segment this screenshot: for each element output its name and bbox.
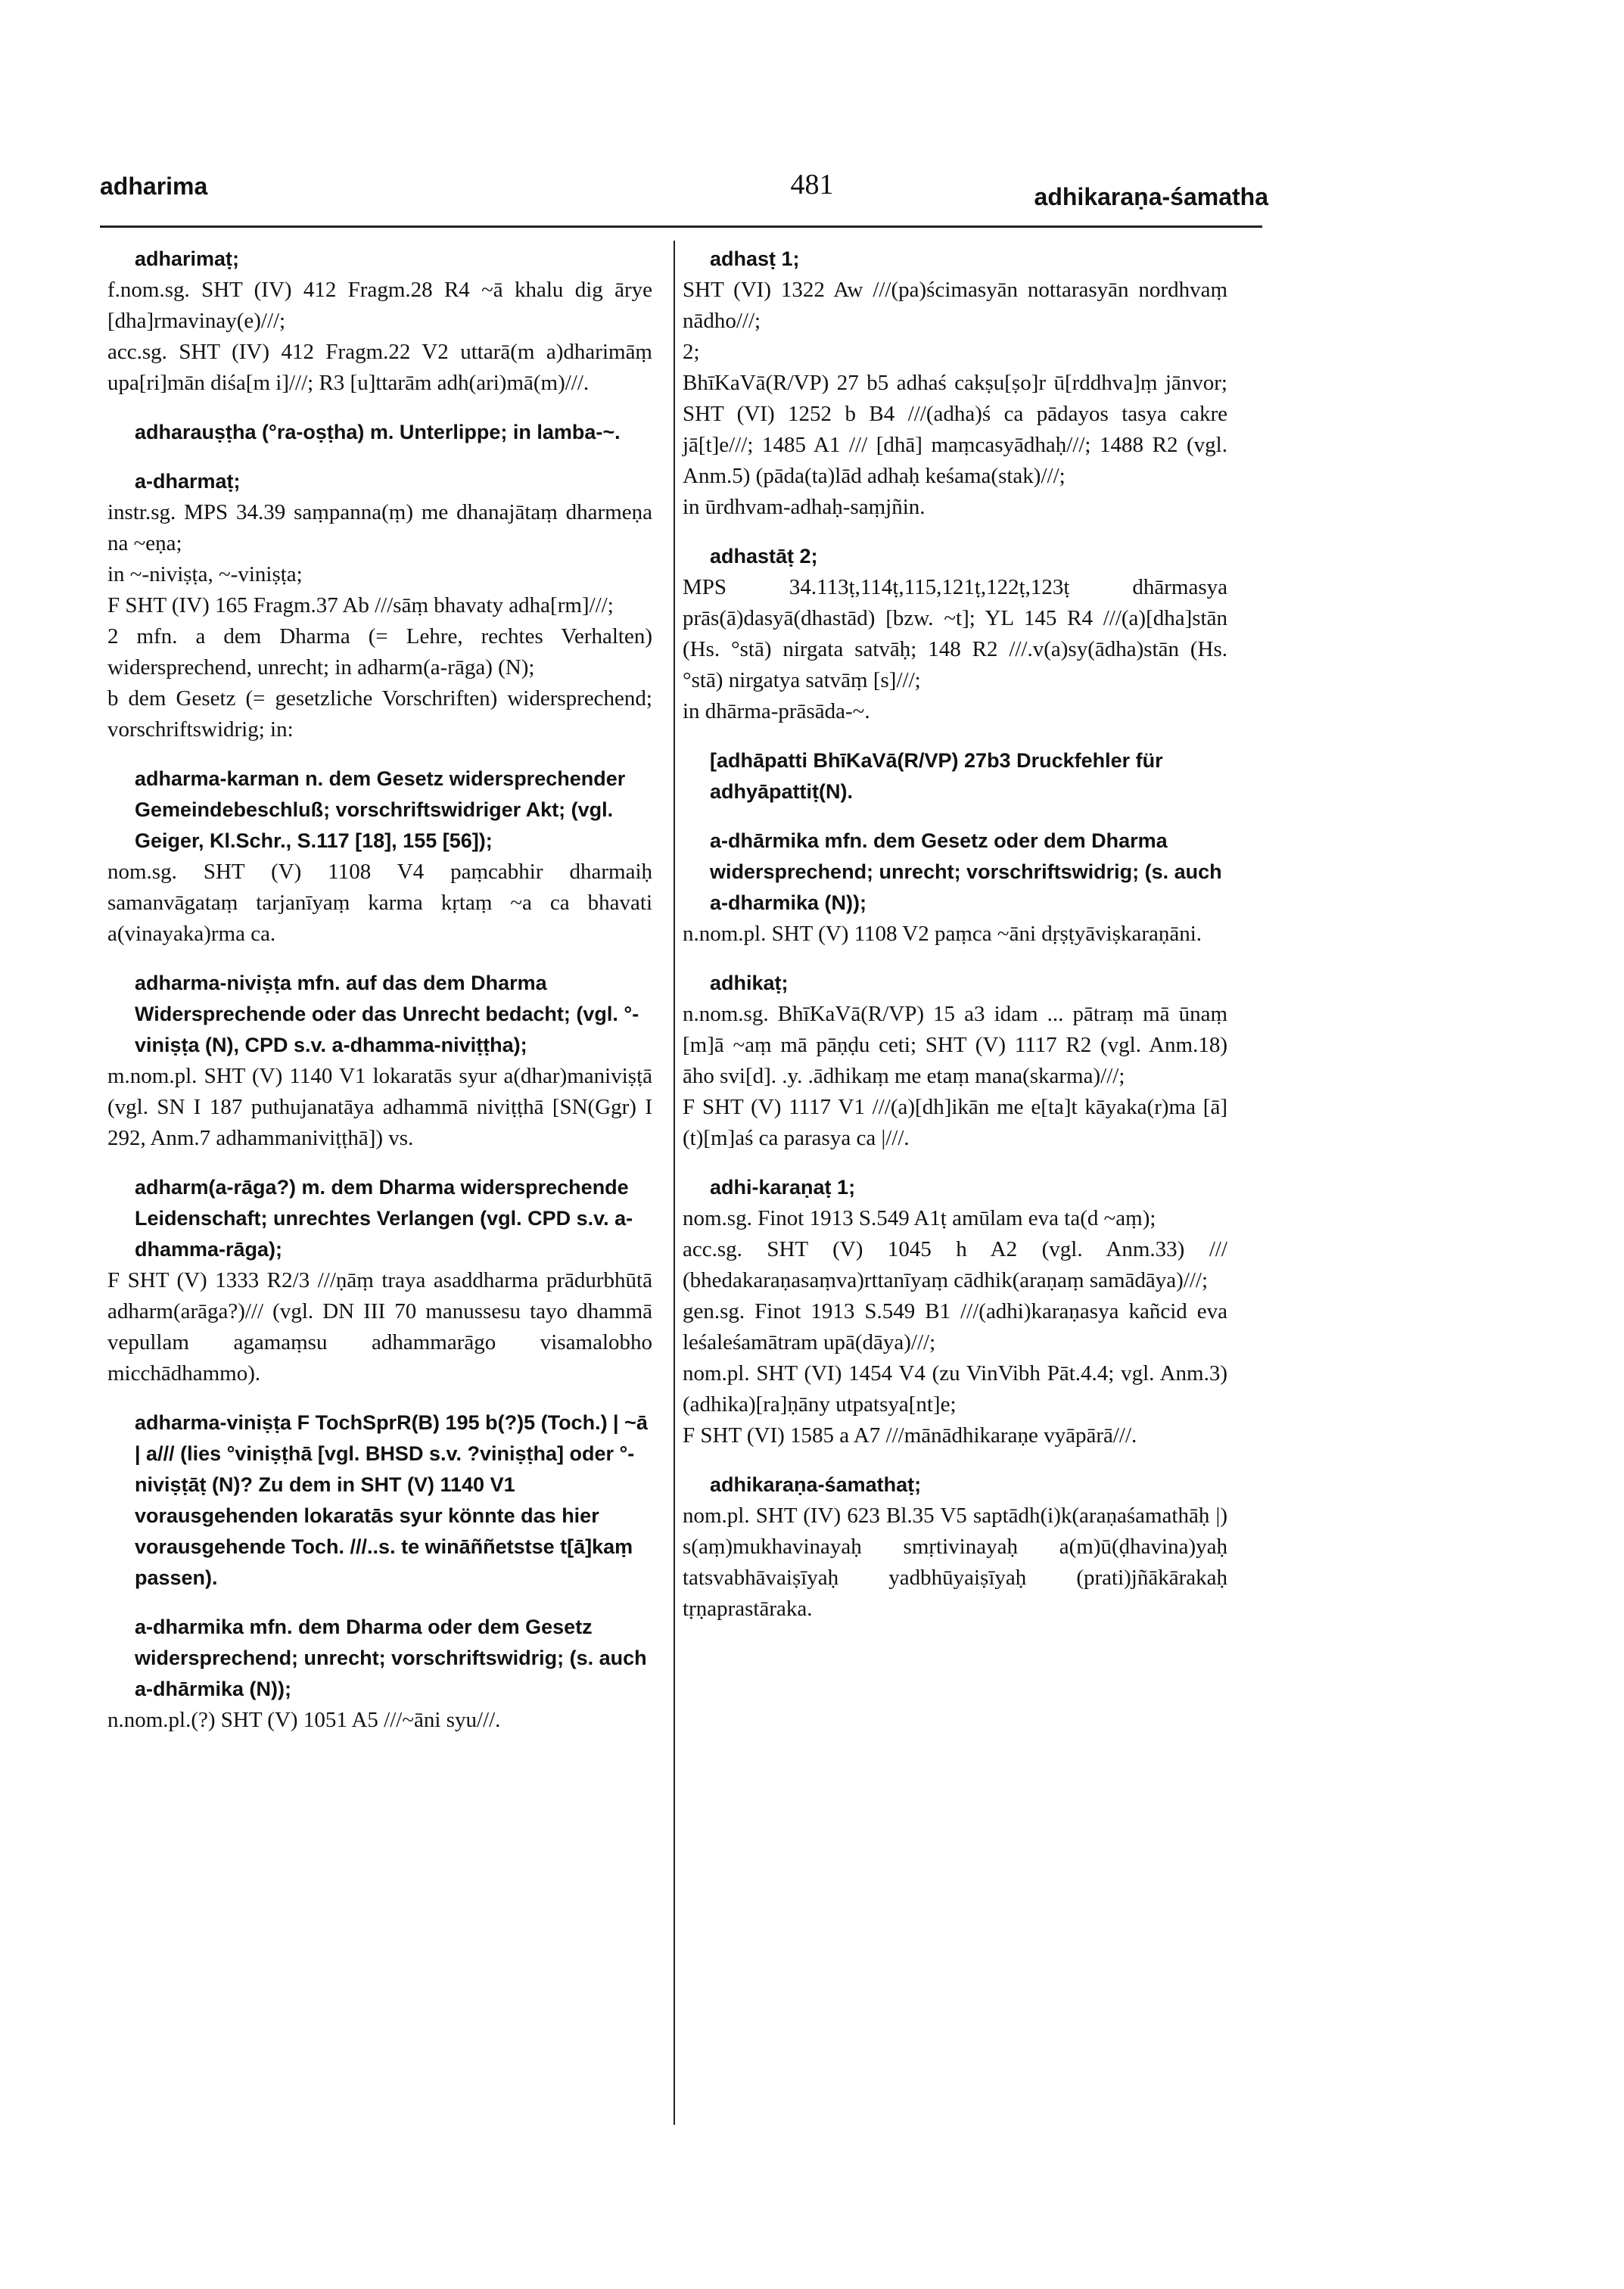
page-number: 481 (790, 169, 834, 201)
dictionary-entry (683, 745, 1227, 807)
entry-line: gen.sg. Finot 1913 S.549 B1 ///(adhi)karaṇasya kañcid eva leśaleśamātram upā(dāya)///; (683, 1299, 1227, 1354)
entry-line: acc.sg. SHT (IV) 412 Fragm.22 V2 uttarā(m a)dharimāṃ upa[ri]mān diśa[m i]///; R3 [u]ttarām adh(ari)mā(m)///. (107, 340, 652, 395)
headword: adhi-karaṇaṭ 1; (710, 1176, 856, 1199)
dictionary-entry (107, 764, 652, 950)
entry-line: nom.pl. SHT (IV) 623 Bl.35 V5 saptādh(i)k(araṇaśamathāḥ |) s(aṃ)mukhavinayaḥ smṛtivinayaḥ a(m)ū(ḍhavina)yaḥ tatsvabhāvaiṣīyaḥ yadbhūyaiṣīyaḥ (prati)jñākārakaḥ tṛṇaprastāraka. (683, 1504, 1227, 1621)
headword: adharma-karman n. dem Gesetz widersprechender Gemeindebeschluß; vorschriftswidriger Akt; (vgl. Geiger, Kl.Schr., S.117 [18], 155 [56]); (135, 767, 626, 852)
entry-line: n.nom.sg. BhīKaVā(R/VP) 15 a3 idam ... pātraṃ mā ūnaṃ [m]ā ~aṃ mā pāṇḍu ceti; SHT (V) 1117 R2 (vgl. Anm.18) āho svi[d]. .y. .ādhikaṃ me etaṃ mana(skarma)///; (683, 1002, 1227, 1088)
dictionary-entry (107, 244, 652, 399)
headword: adhikaṭ; (710, 972, 789, 994)
left-column (107, 244, 652, 1754)
headword: a-dharmaṭ; (135, 470, 241, 493)
headword: adharma-viniṣṭa F TochSprR(B) 195 b(?)5 (Toch.) | ~ā | a/// (lies °viniṣṭhā [vgl. BHSD s.v. ?viniṣṭha] oder °-niviṣṭāṭ (N)? Zu dem in SHT (V) 1140 V1 vorausgehenden lokaratās syur könnte das hier vorausgehende Toch. ///..s. te wināññetstse t[ā]kaṃ passen). (135, 1411, 648, 1589)
dictionary-entry (107, 968, 652, 1154)
entry-line: instr.sg. MPS 34.39 saṃpanna(ṃ) me dhanajātaṃ dharmeṇa na ~eṇa; (107, 500, 652, 555)
dictionary-entry (683, 1470, 1227, 1625)
headword: a-dhārmika mfn. dem Gesetz oder dem Dharma widersprechend; unrecht; vorschriftswidrig; (s. auch a-dharmika (N)); (710, 829, 1222, 914)
entry-line: F SHT (V) 1333 R2/3 ///ṇāṃ traya asaddharma prādurbhūtā adharm(arāga?)/// (vgl. DN III 70 manussesu tayo dhammā vepullam agamaṃsu adhammarāgo visamalobho micchādhammo). (107, 1268, 652, 1386)
entry-line: 2; (683, 340, 700, 364)
entry-line: b dem Gesetz (= gesetzliche Vorschriften) widersprechend; vorschriftswidrig; in: (107, 686, 652, 742)
dictionary-entry (683, 968, 1227, 1154)
dictionary-entry (107, 466, 652, 745)
entry-line: in ~-niviṣṭa, ~-viniṣṭa; (107, 562, 303, 586)
entry-line: f.nom.sg. SHT (IV) 412 Fragm.28 R4 ~ā khalu dig ārye [dha]rmavinay(e)///; (107, 278, 652, 333)
running-head-right: adhikaraṇa-śamatha (1034, 183, 1268, 210)
entry-line: SHT (VI) 1322 Aw ///(pa)ścimasyān nottarasyān nordhvaṃ nādho///; (683, 278, 1227, 333)
headword: adhastāṭ 2; (710, 545, 818, 568)
headword: adharm(a-rāga?) m. dem Dharma widersprechende Leidenschaft; unrechtes Verlangen (vgl. CPD s.v. a-dhamma-rāga); (135, 1176, 633, 1261)
entry-line: F SHT (V) 1117 V1 ///(a)[dh]ikān me e[ta]t kāyaka(r)ma [ā](t)[m]aś ca parasya ca |///. (683, 1095, 1227, 1150)
entry-line: m.nom.pl. SHT (V) 1140 V1 lokaratās syur a(dhar)maniviṣṭā (vgl. SN I 187 puthujanatāya adhammā niviṭṭhā [SN(Ggr) I 292, Anm.7 adhammaniviṭṭhā]) vs. (107, 1064, 652, 1150)
dictionary-entry (683, 826, 1227, 950)
entry-line: nom.pl. SHT (VI) 1454 V4 (zu VinVibh Pāt.4.4; vgl. Anm.3) (adhika)[ra]ṇāny utpatsya[nt]e; (683, 1361, 1227, 1417)
headword: adharimaṭ; (135, 247, 240, 270)
entry-line: BhīKaVā(R/VP) 27 b5 adhaś cakṣu[ṣo]r ū[rddhva]ṃ jānvor; SHT (VI) 1252 b B4 ///(adha)ś ca pādayos tasya cakre jā[t]e///; 1485 A1 /// [dhā] maṃcasyādhaḥ///; 1488 R2 (vgl. Anm.5) (pāda(ta)lād adhaḥ keśama(stak)///; (683, 371, 1227, 488)
headword: adhikaraṇa-śamathaṭ; (710, 1473, 922, 1496)
column-divider (674, 241, 675, 2125)
header-rule (100, 225, 1262, 228)
dictionary-entry (107, 1407, 652, 1594)
dictionary-entry (107, 1172, 652, 1389)
headword: adharauṣṭha (°ra-oṣṭha) m. Unterlippe; in lamba-~. (135, 421, 621, 443)
entry-line: n.nom.pl.(?) SHT (V) 1051 A5 ///~āni syu///. (107, 1708, 501, 1732)
entry-line: in ūrdhvam-adhaḥ-saṃjñin. (683, 495, 926, 519)
entry-line: nom.sg. SHT (V) 1108 V4 paṃcabhir dharmaiḥ samanvāgataṃ tarjanīyaṃ karma kṛtaṃ ~a ca bhavati a(vinayaka)rma ca. (107, 860, 652, 946)
entry-line: acc.sg. SHT (V) 1045 h A2 (vgl. Anm.33) /// (bhedakaraṇasaṃva)rttanīyaṃ cādhik(araṇaṃ samādāya)///; (683, 1237, 1227, 1292)
entry-line: MPS 34.113ṭ,114ṭ,115,121ṭ,122ṭ,123ṭ dhārmasya prās(ā)dasyā(dhastād) [bzw. ~t]; YL 145 R4 ///(a)[dha]stān (Hs. °stā) nirgata satvāḥ; 148 R2 ///.v(a)sy(ādha)stān (Hs. °stā) nirgatya satvāṃ [s]///; (683, 575, 1227, 692)
entry-line: in dhārma-prāsāda-~. (683, 699, 870, 723)
headword: adharma-niviṣṭa mfn. auf das dem Dharma Widersprechende oder das Unrecht bedacht; (vgl. °-viniṣṭa (N), CPD s.v. a-dhamma-niviṭṭha); (135, 972, 639, 1056)
entry-line: 2 mfn. a dem Dharma (= Lehre, rechtes Verhalten) widersprechend, unrecht; in adharm(a-rāga) (N); (107, 624, 652, 680)
dictionary-entry (683, 1172, 1227, 1451)
headword: a-dharmika mfn. dem Dharma oder dem Gesetz widersprechend; unrecht; vorschriftswidrig; (s. auch a-dhārmika (N)); (135, 1616, 647, 1700)
headword: adhasṭ 1; (710, 247, 800, 270)
headword: [adhāpatti BhīKaVā(R/VP) 27b3 Druckfehler für adhyāpattiṭ(N). (710, 749, 1163, 803)
dictionary-entry (683, 541, 1227, 727)
entry-line: n.nom.pl. SHT (V) 1108 V2 paṃca ~āni dṛṣṭyāviṣkaraṇāni. (683, 922, 1202, 946)
right-column (683, 244, 1227, 1643)
entry-line: nom.sg. Finot 1913 S.549 A1ṭ amūlam eva ta(d ~aṃ); (683, 1206, 1156, 1230)
entry-line: F SHT (IV) 165 Fragm.37 Ab ///sāṃ bhavaty adha[rm]///; (107, 593, 614, 617)
dictionary-entry (107, 417, 652, 448)
dictionary-entry (107, 1612, 652, 1736)
dictionary-entry (683, 244, 1227, 523)
entry-line: F SHT (VI) 1585 a A7 ///mānādhikaraṇe vyāpārā///. (683, 1423, 1137, 1448)
running-head-left: adharima (100, 173, 208, 200)
